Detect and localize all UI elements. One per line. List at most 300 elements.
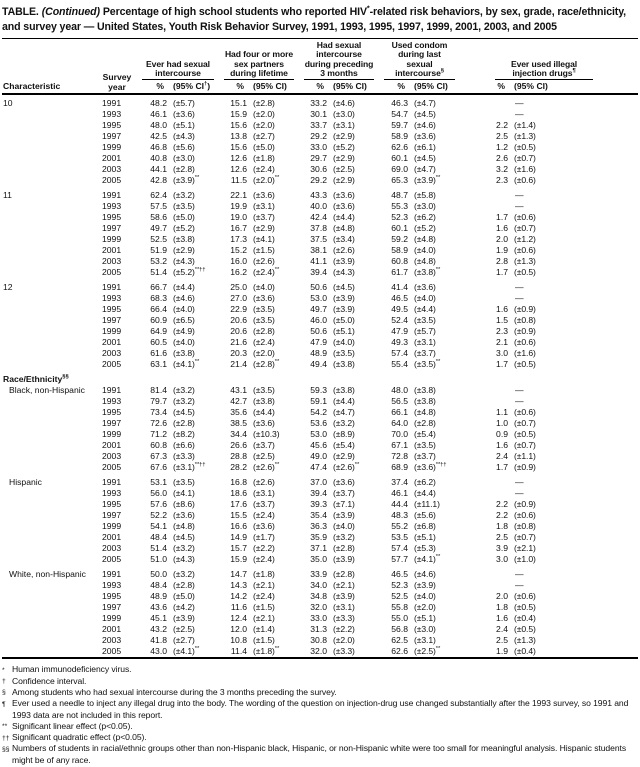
pct-cell: 1.9 <box>496 245 508 256</box>
row-label-cell <box>2 646 97 658</box>
ci-cell: (±8.2) <box>173 429 195 440</box>
table-row <box>2 635 638 646</box>
pct-cell: 48.0 <box>391 385 408 396</box>
pct-cell: 55.2 <box>391 521 408 532</box>
year-cell: 1999 <box>102 326 122 337</box>
ci-cell: (±0.5) <box>514 359 536 370</box>
pct-cell: 62.5 <box>391 635 408 646</box>
pct-cell: 28.2 <box>230 462 247 473</box>
table-row <box>2 282 638 293</box>
ci-cell: (±1.4) <box>253 624 275 635</box>
ci-cell: (±2.8) <box>414 418 436 429</box>
pct-cell: 64.9 <box>150 326 167 337</box>
pct-cell: 49.0 <box>310 451 327 462</box>
table-row <box>2 532 638 543</box>
row-label-cell <box>2 293 97 304</box>
pct-cell: 12.6 <box>230 164 247 175</box>
table-header <box>2 39 638 95</box>
footnote-marker: §§ <box>2 745 10 753</box>
table-row <box>2 613 638 624</box>
ci-cell: (±6.5) <box>173 315 195 326</box>
ci-cell: (±4.3) <box>173 554 195 565</box>
ci-cell: (±4.5) <box>414 153 436 164</box>
table-label: TABLE. <box>2 6 39 18</box>
row-label-cell <box>2 267 97 278</box>
pct-cell: 47.9 <box>391 326 408 337</box>
pct-subheader: % <box>137 80 167 94</box>
table-row <box>2 359 638 370</box>
pct-cell: 59.1 <box>310 396 327 407</box>
ci-cell: (±2.4)** <box>253 267 280 278</box>
pct-cell: 33.9 <box>310 569 327 580</box>
pct-cell: 15.5 <box>230 510 247 521</box>
pct-cell: 65.3 <box>391 175 408 186</box>
ci-cell: (±3.5) <box>253 304 275 315</box>
pct-cell: 57.4 <box>391 348 408 359</box>
section-header-label: Race/Ethnicity§§ <box>3 374 69 385</box>
pct-cell: 49.5 <box>391 304 408 315</box>
ci-cell: (±4.7) <box>414 164 436 175</box>
pct-cell: 62.4 <box>150 190 167 201</box>
table-row <box>2 223 638 234</box>
pct-cell: 39.3 <box>310 499 327 510</box>
pct-cell: 25.0 <box>230 282 247 293</box>
pct-cell: 16.2 <box>230 267 247 278</box>
year-cell: 1993 <box>102 396 122 407</box>
pct-cell: 40.0 <box>310 201 327 212</box>
pct-cell: 41.4 <box>391 282 408 293</box>
ci-cell: (±3.7) <box>414 451 436 462</box>
pct-cell: 71.2 <box>150 429 167 440</box>
ci-cell: (±2.9) <box>333 131 355 142</box>
pct-cell: 15.7 <box>230 543 247 554</box>
pct-cell: 1.6 <box>496 440 508 451</box>
ci-cell: (±4.8) <box>414 256 436 267</box>
pct-cell: 49.7 <box>150 223 167 234</box>
ci-cell: (±3.9) <box>333 256 355 267</box>
ci-cell: (±2.8)** <box>253 359 280 370</box>
ci-cell: (±2.0)** <box>253 175 280 186</box>
ci-cell: (±2.4) <box>253 554 275 565</box>
ci-cell: (±4.3) <box>333 267 355 278</box>
pct-cell: 2.5 <box>496 532 508 543</box>
pct-cell: 33.7 <box>310 120 327 131</box>
ci-cell: (±0.7) <box>514 153 536 164</box>
row-label-cell <box>2 201 97 212</box>
row-label-cell <box>2 120 97 131</box>
pct-cell: 0.9 <box>496 429 508 440</box>
pct-cell: 52.4 <box>391 315 408 326</box>
ci-cell: (±4.0) <box>253 282 275 293</box>
table-row <box>2 315 638 326</box>
year-cell: 1991 <box>102 385 122 396</box>
ci-cell: (±7.1) <box>333 499 355 510</box>
dash-cell: — <box>515 109 524 120</box>
pct-cell: 69.0 <box>391 164 408 175</box>
ci-cell: (±0.4) <box>514 646 536 657</box>
pct-cell: 49.7 <box>310 304 327 315</box>
row-label-cell <box>2 488 97 499</box>
row-label-cell <box>2 543 97 554</box>
pct-cell: 72.6 <box>150 418 167 429</box>
pct-cell: 14.7 <box>230 569 247 580</box>
table-continued-label: (Continued) <box>41 6 100 18</box>
pct-cell: 67.6 <box>150 462 167 473</box>
ci-cell: (±1.6) <box>514 164 536 175</box>
pct-cell: 55.3 <box>391 201 408 212</box>
ci-cell: (±2.9) <box>173 245 195 256</box>
pct-cell: 3.0 <box>496 554 508 565</box>
table-row <box>2 234 638 245</box>
ci-cell: (±0.5) <box>514 624 536 635</box>
pct-cell: 35.0 <box>310 554 327 565</box>
pct-cell: 55.0 <box>391 613 408 624</box>
ci-cell: (±3.5) <box>414 315 436 326</box>
table-row <box>2 591 638 602</box>
pct-cell: 41.8 <box>150 635 167 646</box>
table-row <box>2 190 638 201</box>
ci-cell: (±4.8) <box>333 223 355 234</box>
row-label-cell <box>2 396 97 407</box>
table-row <box>2 293 638 304</box>
dash-cell: — <box>515 580 524 591</box>
ci-cell: (±8.6) <box>173 499 195 510</box>
pct-cell: 17.3 <box>230 234 247 245</box>
ci-cell: (±2.8) <box>253 326 275 337</box>
pct-cell: 19.9 <box>230 201 247 212</box>
ci-cell: (±1.5) <box>253 602 275 613</box>
footnote-marker: †† <box>2 734 10 742</box>
pct-cell: 17.6 <box>230 499 247 510</box>
pct-cell: 57.6 <box>150 499 167 510</box>
ci-cell: (±3.9) <box>414 580 436 591</box>
footnote-text: Human immunodeficiency virus. <box>12 664 132 675</box>
table-row <box>2 212 638 223</box>
pct-cell: 12.4 <box>230 613 247 624</box>
ci-cell: (±3.1) <box>253 488 275 499</box>
ci-cell: (±5.2) <box>173 223 195 234</box>
ci-cell: (±3.2) <box>333 532 355 543</box>
ci-cell: (±5.4) <box>414 429 436 440</box>
pct-cell: 55.8 <box>391 602 408 613</box>
ci-cell: (±3.9) <box>333 554 355 565</box>
row-label-cell <box>2 613 97 624</box>
pct-cell: 37.4 <box>391 477 408 488</box>
year-cell: 1993 <box>102 109 122 120</box>
pct-cell: 2.2 <box>496 499 508 510</box>
ci-cell: (±3.5) <box>253 385 275 396</box>
row-label-cell <box>2 256 97 267</box>
ci-cell: (±3.9)** <box>414 175 441 186</box>
footnote <box>2 743 638 766</box>
pct-cell: 51.9 <box>150 245 167 256</box>
pct-cell: 51.4 <box>150 543 167 554</box>
pct-subheader: % <box>460 80 508 94</box>
ci-cell: (±1.2) <box>514 234 536 245</box>
ci-cell: (±1.8) <box>253 569 275 580</box>
ci-cell: (±1.5) <box>253 635 275 646</box>
pct-cell: 26.6 <box>230 440 247 451</box>
footnote-text: Significant quadratic effect (p<0.05). <box>12 732 147 743</box>
table-row <box>2 245 638 256</box>
row-label-cell: Black, non-Hispanic <box>9 385 85 396</box>
pct-cell: 52.3 <box>391 212 408 223</box>
pct-cell: 48.7 <box>391 190 408 201</box>
ci-cell: (±3.0) <box>173 153 195 164</box>
column-group-label: Used condom during last sexual intercourse§ <box>384 41 455 80</box>
ci-cell: (±3.6) <box>173 109 195 120</box>
table-row <box>2 98 638 109</box>
ci-cell: (±4.6) <box>173 293 195 304</box>
dash-cell: — <box>515 488 524 499</box>
ci-cell: (±1.6) <box>514 348 536 359</box>
ci-cell: (±2.9) <box>333 153 355 164</box>
pct-cell: 30.8 <box>310 635 327 646</box>
row-label-cell <box>2 175 97 186</box>
ci-cell: (±2.9) <box>253 223 275 234</box>
ci-cell: (±3.7) <box>414 348 436 359</box>
table-row <box>2 477 638 488</box>
ci-cell: (±4.8) <box>414 234 436 245</box>
pct-cell: 39.4 <box>310 488 327 499</box>
ci-cell: (±3.8)** <box>414 267 441 278</box>
ci-cell: (±3.8) <box>253 396 275 407</box>
ci-cell: (±2.6)** <box>253 462 280 473</box>
footnote-marker: ¶ <box>2 700 6 708</box>
pct-cell: 56.0 <box>150 488 167 499</box>
ci-cell: (±1.3) <box>514 635 536 646</box>
pct-cell: 2.0 <box>496 591 508 602</box>
year-cell: 2003 <box>102 164 122 175</box>
pct-cell: 45.1 <box>150 613 167 624</box>
pct-cell: 46.5 <box>391 569 408 580</box>
ci-cell: (±1.3) <box>514 256 536 267</box>
year-cell: 2005 <box>102 554 122 565</box>
ci-cell: (±10.3) <box>253 429 280 440</box>
pct-cell: 29.2 <box>310 175 327 186</box>
pct-cell: 15.6 <box>230 120 247 131</box>
ci-cell: (±3.2) <box>173 543 195 554</box>
row-label-cell: Hispanic <box>9 477 42 488</box>
ci-cell: (±3.6) <box>173 510 195 521</box>
pct-cell: 58.6 <box>150 212 167 223</box>
year-cell: 2005 <box>102 175 122 186</box>
table-row <box>2 175 638 186</box>
pct-cell: 60.1 <box>391 223 408 234</box>
pct-cell: 14.2 <box>230 591 247 602</box>
ci-cell: (±3.5) <box>333 348 355 359</box>
pct-cell: 2.6 <box>496 153 508 164</box>
ci-cell: (±3.6) <box>253 293 275 304</box>
year-cell: 2003 <box>102 256 122 267</box>
column-group-label: Had four or more sex partners during lifetime <box>224 50 294 80</box>
column-header-characteristic: Characteristic <box>2 39 97 95</box>
ci-cell: (±3.9) <box>333 304 355 315</box>
pct-cell: 53.6 <box>310 418 327 429</box>
pct-cell: 38.5 <box>230 418 247 429</box>
row-label-cell <box>2 499 97 510</box>
row-label-cell <box>2 418 97 429</box>
pct-cell: 49.4 <box>310 359 327 370</box>
pct-cell: 50.6 <box>310 282 327 293</box>
ci-cell: (±3.8) <box>173 348 195 359</box>
ci-cell: (±2.1) <box>253 580 275 591</box>
table-title <box>2 5 638 34</box>
pct-cell: 11.6 <box>230 602 247 613</box>
pct-cell: 63.1 <box>150 359 167 370</box>
pct-cell: 35.4 <box>310 510 327 521</box>
pct-cell: 3.9 <box>496 543 508 554</box>
ci-cell: (±3.6) <box>253 521 275 532</box>
ci-cell: (±0.9) <box>514 462 536 473</box>
pct-cell: 21.6 <box>230 337 247 348</box>
ci-cell: (±11.1) <box>414 499 440 510</box>
pct-cell: 48.9 <box>310 348 327 359</box>
pct-cell: 18.6 <box>230 488 247 499</box>
dash-cell: — <box>515 385 524 396</box>
year-cell: 1999 <box>102 429 122 440</box>
ci-cell: (±3.2) <box>333 418 355 429</box>
ci-cell: (±2.4) <box>253 164 275 175</box>
pct-cell: 22.1 <box>230 190 247 201</box>
pct-cell: 2.2 <box>496 510 508 521</box>
pct-cell: 60.8 <box>391 256 408 267</box>
table-row <box>2 385 638 396</box>
year-cell: 1999 <box>102 613 122 624</box>
row-label-cell <box>2 326 97 337</box>
table-row <box>2 131 638 142</box>
ci-cell: (±0.6) <box>514 175 536 186</box>
pct-cell: 2.4 <box>496 451 508 462</box>
ci-cell: (±3.8) <box>333 385 355 396</box>
ci-cell: (±3.1) <box>414 635 436 646</box>
column-group-header <box>379 39 460 81</box>
ci-cell: (±6.1) <box>414 142 436 153</box>
pct-cell: 1.6 <box>496 223 508 234</box>
pct-cell: 48.4 <box>150 532 167 543</box>
ci-cell: (±3.6) <box>333 477 355 488</box>
ci-cell: (±2.1) <box>333 580 355 591</box>
table-row <box>2 510 638 521</box>
ci-subheader: (95% CI) <box>247 80 299 94</box>
ci-cell: (±4.4) <box>173 282 195 293</box>
pct-cell: 2.0 <box>496 234 508 245</box>
year-cell: 1997 <box>102 602 122 613</box>
ci-cell: (±4.3) <box>173 256 195 267</box>
footnote-text: Significant linear effect (p<0.05). <box>12 720 133 731</box>
row-label-cell <box>2 234 97 245</box>
table-row <box>2 337 638 348</box>
row-label-cell <box>2 407 97 418</box>
pct-cell: 2.8 <box>496 256 508 267</box>
ci-cell: (±4.5) <box>173 532 195 543</box>
ci-cell: (±1.7) <box>253 532 275 543</box>
ci-cell: (±2.6) <box>253 256 275 267</box>
ci-cell: (±3.6) <box>414 131 436 142</box>
pct-cell: 43.6 <box>150 602 167 613</box>
ci-cell: (±3.5) <box>253 315 275 326</box>
section-header-row <box>2 374 638 385</box>
pct-cell: 67.3 <box>150 451 167 462</box>
ci-cell: (±5.8) <box>414 190 436 201</box>
ci-cell: (±5.2) <box>333 142 355 153</box>
pct-cell: 29.2 <box>310 131 327 142</box>
year-cell: 1991 <box>102 477 122 488</box>
footnote-text: Among students who had sexual intercourse during the 3 months preceding the survey. <box>12 686 337 697</box>
year-cell: 2003 <box>102 635 122 646</box>
ci-cell: (±0.9) <box>514 326 536 337</box>
pct-cell: 48.3 <box>391 510 408 521</box>
pct-cell: 1.7 <box>496 359 508 370</box>
pct-cell: 60.9 <box>150 315 167 326</box>
year-cell: 1995 <box>102 499 122 510</box>
ci-cell: (±2.9) <box>333 175 355 186</box>
year-cell: 2005 <box>102 359 122 370</box>
pct-cell: 3.2 <box>496 164 508 175</box>
pct-cell: 1.0 <box>496 418 508 429</box>
pct-cell: 50.0 <box>150 569 167 580</box>
pct-cell: 57.4 <box>391 543 408 554</box>
ci-cell: (±1.4) <box>514 120 536 131</box>
ci-cell: (±4.5) <box>414 109 436 120</box>
pct-cell: 2.4 <box>496 624 508 635</box>
ci-cell: (±3.6) <box>414 282 436 293</box>
ci-cell: (±5.1) <box>173 120 195 131</box>
pct-cell: 53.0 <box>310 293 327 304</box>
table-row <box>2 580 638 591</box>
ci-cell: (±0.6) <box>514 337 536 348</box>
ci-cell: (±3.2) <box>173 396 195 407</box>
row-label-cell <box>2 337 97 348</box>
ci-cell: (±4.0) <box>173 337 195 348</box>
pct-cell: 43.3 <box>310 190 327 201</box>
table-row <box>2 164 638 175</box>
year-cell: 1997 <box>102 315 122 326</box>
footnote-text: Numbers of students in racial/ethnic groups other than non-Hispanic black, Hispanic, or non-Hispanic white were too small for meaningful analysis. Hispanic students might be of any race. <box>12 743 627 765</box>
pct-cell: 33.2 <box>310 98 327 109</box>
year-cell: 2003 <box>102 543 122 554</box>
table-row <box>2 201 638 212</box>
pct-cell: 37.1 <box>310 543 327 554</box>
table-row <box>2 429 638 440</box>
row-label-cell <box>2 521 97 532</box>
pct-cell: 2.5 <box>496 131 508 142</box>
year-cell: 2001 <box>102 245 122 256</box>
ci-cell: (±2.5)** <box>414 646 441 657</box>
row-label-cell: 12 <box>3 282 13 293</box>
ci-subheader: (95% CI) <box>408 80 460 94</box>
pct-cell: 16.6 <box>230 521 247 532</box>
row-label-cell <box>2 510 97 521</box>
pct-cell: 15.2 <box>230 245 247 256</box>
ci-cell: (±5.6) <box>173 142 195 153</box>
ci-cell: (±4.4) <box>414 488 436 499</box>
ci-cell: (±4.0) <box>414 591 436 602</box>
pct-subheader: % <box>219 80 247 94</box>
ci-cell: (±5.0) <box>173 591 195 602</box>
table-row <box>2 569 638 580</box>
pct-cell: 20.3 <box>230 348 247 359</box>
table-row <box>2 348 638 359</box>
year-cell: 1991 <box>102 282 122 293</box>
ci-cell: (±2.0) <box>414 602 436 613</box>
pct-cell: 37.5 <box>310 234 327 245</box>
pct-cell: 41.1 <box>310 256 327 267</box>
ci-cell: (±3.9) <box>333 293 355 304</box>
pct-cell: 46.1 <box>391 488 408 499</box>
ci-cell: (±2.5) <box>333 164 355 175</box>
year-cell: 2001 <box>102 624 122 635</box>
